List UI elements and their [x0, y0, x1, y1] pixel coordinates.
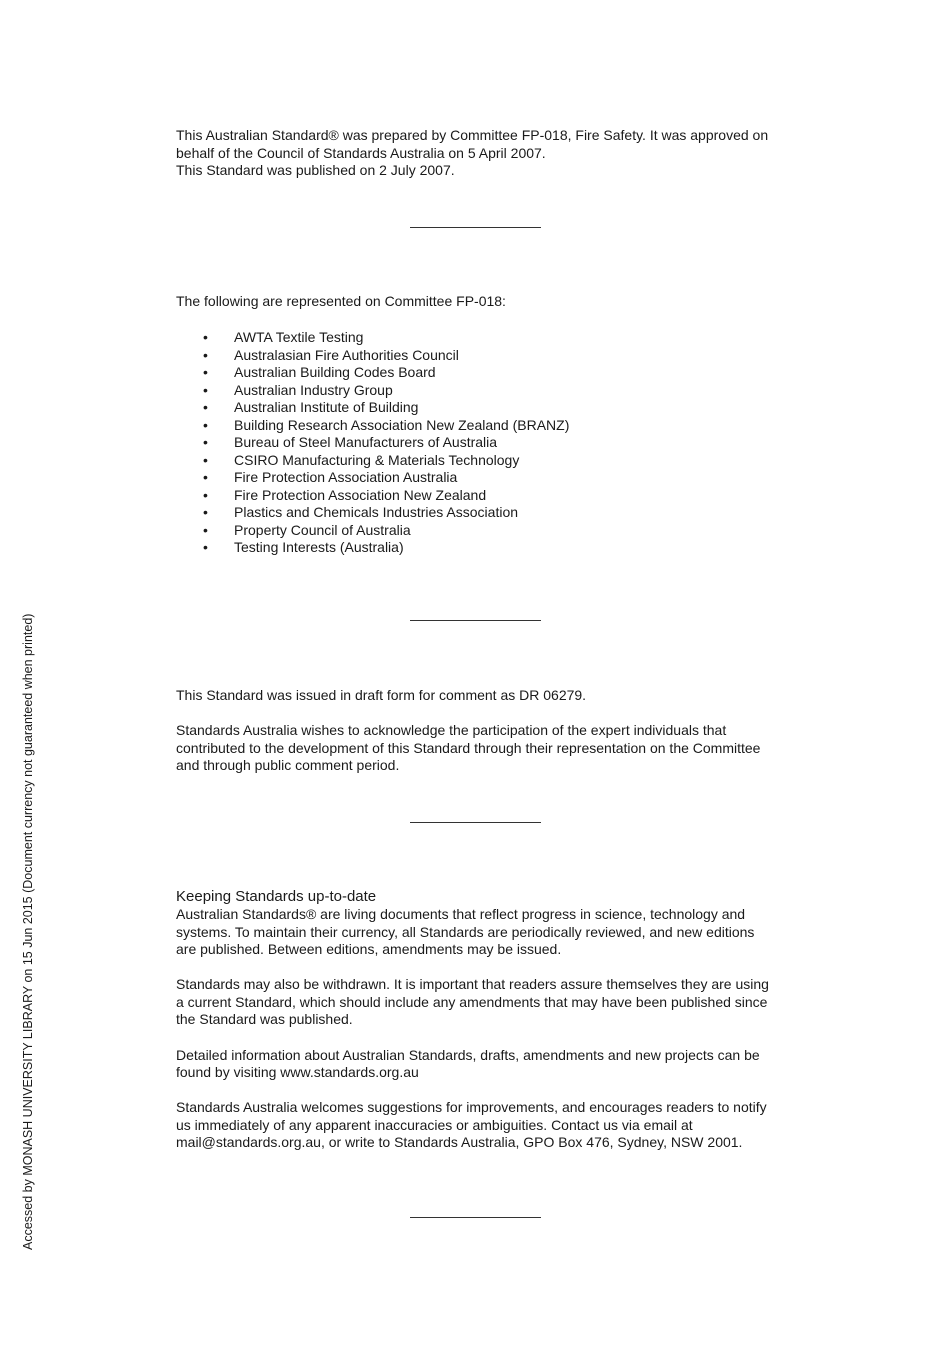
committee-member-name: AWTA Textile Testing — [234, 329, 364, 345]
committee-member-item — [176, 469, 776, 487]
bullet-icon: • — [203, 416, 208, 433]
bullet-icon: • — [203, 381, 208, 398]
keeping-paragraph-3: Detailed information about Australian Standards, drafts, amendments and new projects can be found by visiting www.standards.org.au — [176, 1046, 760, 1081]
committee-intro-text: The following are represented on Committee FP-018: — [176, 293, 506, 309]
approval-line-2: behalf of the Council of Standards Australia on 5 April 2007. — [176, 144, 546, 161]
committee-member-item — [176, 347, 776, 365]
bullet-icon: • — [203, 329, 208, 345]
bullet-icon: • — [203, 469, 208, 485]
section-divider-1 — [410, 227, 541, 228]
keeping-paragraph-2: Standards may also be withdrawn. It is important that readers assure themselves they are using a current Standard, which should include any amendments that may have been published since the Standard was published. — [176, 976, 769, 1028]
committee-member-name: Testing Interests (Australia) — [234, 539, 404, 555]
committee-member-name: Australian Building Codes Board — [234, 364, 436, 380]
keeping-paragraph-4: Standards Australia welcomes suggestions for improvements, and encourages readers to notify us immediately of any apparent inaccuracies or ambiguities. Contact us via email at mail@standards.org.au, or write to Standards Australia, GPO Box 476, Sydney, NSW 2001. — [176, 1099, 767, 1151]
committee-member-list — [176, 329, 776, 557]
access-side-note: Accessed by MONASH UNIVERSITY LIBRARY on 15 Jun 2015 (Document currency not guaranteed when printed) — [21, 613, 35, 1250]
committee-member-name: Australian Institute of Building — [234, 399, 419, 415]
bullet-icon: • — [203, 364, 208, 380]
committee-member-item — [176, 452, 776, 470]
committee-member-item — [176, 399, 776, 417]
bullet-icon: • — [203, 504, 208, 520]
committee-member-item — [176, 522, 776, 540]
section-divider-2 — [410, 620, 541, 621]
bullet-icon: • — [203, 539, 208, 555]
committee-member-item — [176, 434, 776, 452]
bullet-icon: • — [203, 521, 208, 538]
committee-member-name: Australian Industry Group — [234, 381, 393, 398]
draft-section — [176, 687, 776, 775]
committee-member-item — [176, 329, 776, 347]
draft-issued-text: This Standard was issued in draft form for comment as DR 06279. — [176, 687, 587, 703]
acknowledgement-text: Standards Australia wishes to acknowledge the participation of the expert individuals that contributed to the development of this Standard through their representation on the Committee and through public comment period. — [176, 722, 761, 774]
bullet-icon: • — [203, 451, 208, 468]
committee-member-name: CSIRO Manufacturing & Materials Technology — [234, 451, 520, 468]
approval-line-3: This Standard was published on 2 July 2007. — [176, 162, 455, 179]
keeping-section — [176, 888, 776, 1152]
committee-member-item — [176, 487, 776, 505]
bullet-icon: • — [203, 346, 208, 363]
committee-member-item — [176, 417, 776, 435]
bullet-icon: • — [203, 486, 208, 503]
committee-member-name: Plastics and Chemicals Industries Association — [234, 504, 519, 520]
bullet-icon: • — [203, 434, 208, 450]
section-divider-4 — [410, 1217, 541, 1218]
committee-member-item — [176, 504, 776, 522]
committee-member-name: Fire Protection Association Australia — [234, 469, 458, 485]
approval-statement — [176, 127, 776, 180]
committee-intro — [176, 293, 776, 311]
section-divider-3 — [410, 822, 541, 823]
committee-member-name: Fire Protection Association New Zealand — [234, 486, 487, 503]
committee-member-name: Building Research Association New Zealand (BRANZ) — [234, 416, 570, 433]
committee-member-item — [176, 539, 776, 557]
bullet-icon: • — [203, 399, 208, 415]
committee-member-name: Property Council of Australia — [234, 521, 411, 538]
committee-member-name: Australasian Fire Authorities Council — [234, 346, 459, 363]
keeping-paragraph-1: Australian Standards® are living documents that reflect progress in science, technology and systems. To maintain their currency, all Standards are periodically reviewed, and new editions are published. Between editions, amendments may be issued. — [176, 906, 755, 958]
committee-member-item — [176, 364, 776, 382]
keeping-heading: Keeping Standards up-to-date — [176, 888, 377, 905]
committee-member-item — [176, 382, 776, 400]
committee-member-name: Bureau of Steel Manufacturers of Australia — [234, 434, 498, 450]
approval-line-1: This Australian Standard® was prepared by Committee FP-018, Fire Safety. It was approved on — [176, 127, 769, 143]
